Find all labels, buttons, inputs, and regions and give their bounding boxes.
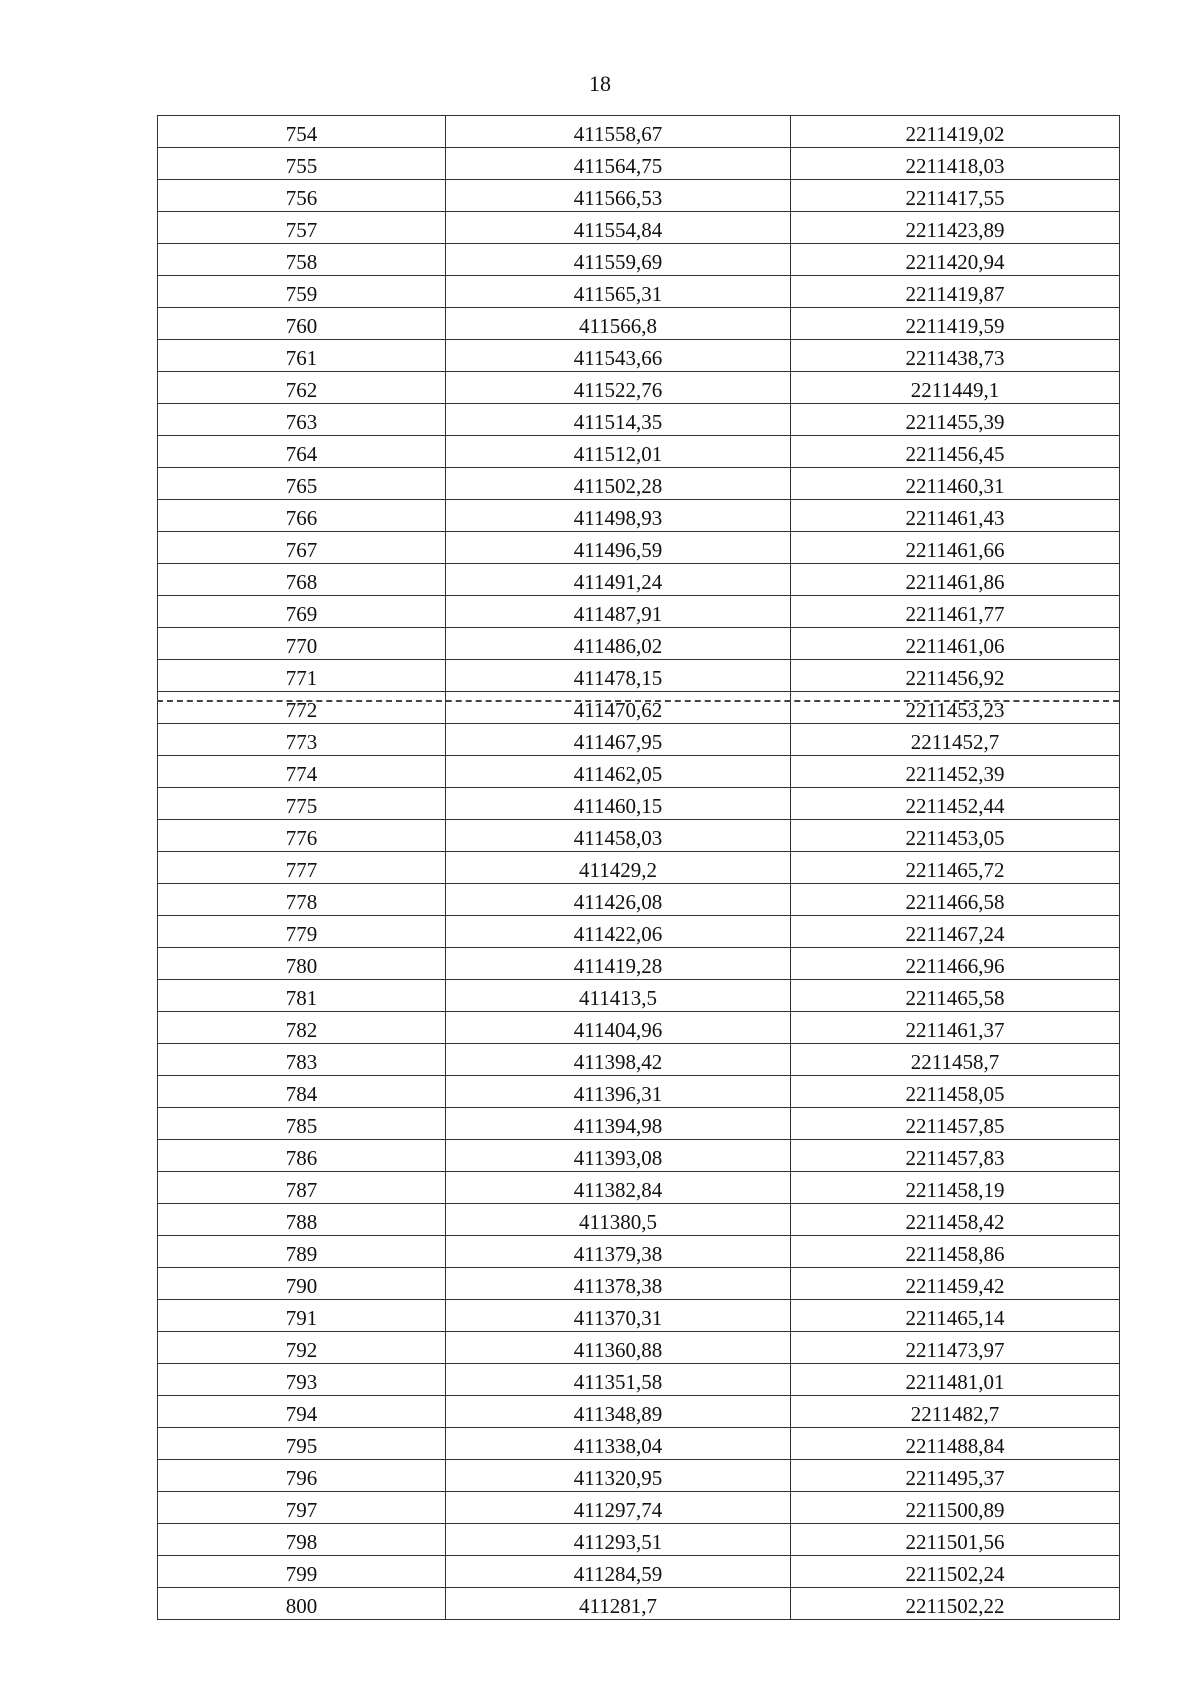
y-coordinate-cell: 2211488,84 bbox=[791, 1428, 1120, 1460]
point-number-cell: 779 bbox=[158, 916, 446, 948]
y-coordinate-cell: 2211502,22 bbox=[791, 1588, 1120, 1620]
y-coordinate-cell: 2211438,73 bbox=[791, 340, 1120, 372]
table-row bbox=[158, 980, 1120, 1012]
x-coordinate-cell: 411404,96 bbox=[446, 1012, 791, 1044]
table-row bbox=[158, 1140, 1120, 1172]
point-number-cell: 785 bbox=[158, 1108, 446, 1140]
point-number-cell: 763 bbox=[158, 404, 446, 436]
y-coordinate-cell: 2211458,86 bbox=[791, 1236, 1120, 1268]
table-row bbox=[158, 1364, 1120, 1396]
table-row bbox=[158, 852, 1120, 884]
table-row bbox=[158, 500, 1120, 532]
x-coordinate-cell: 411413,5 bbox=[446, 980, 791, 1012]
point-number-cell: 767 bbox=[158, 532, 446, 564]
point-number-cell: 784 bbox=[158, 1076, 446, 1108]
x-coordinate-cell: 411502,28 bbox=[446, 468, 791, 500]
x-coordinate-cell: 411559,69 bbox=[446, 244, 791, 276]
point-number-cell: 800 bbox=[158, 1588, 446, 1620]
x-coordinate-cell: 411514,35 bbox=[446, 404, 791, 436]
point-number-cell: 774 bbox=[158, 756, 446, 788]
table-row bbox=[158, 148, 1120, 180]
x-coordinate-cell: 411284,59 bbox=[446, 1556, 791, 1588]
point-number-cell: 766 bbox=[158, 500, 446, 532]
table-row bbox=[158, 1332, 1120, 1364]
y-coordinate-cell: 2211423,89 bbox=[791, 212, 1120, 244]
y-coordinate-cell: 2211458,19 bbox=[791, 1172, 1120, 1204]
point-number-cell: 782 bbox=[158, 1012, 446, 1044]
x-coordinate-cell: 411320,95 bbox=[446, 1460, 791, 1492]
table-row bbox=[158, 1396, 1120, 1428]
table-row bbox=[158, 1076, 1120, 1108]
table-row bbox=[158, 1108, 1120, 1140]
point-number-cell: 773 bbox=[158, 724, 446, 756]
y-coordinate-cell: 2211459,42 bbox=[791, 1268, 1120, 1300]
point-number-cell: 764 bbox=[158, 436, 446, 468]
x-coordinate-cell: 411382,84 bbox=[446, 1172, 791, 1204]
y-coordinate-cell: 2211466,58 bbox=[791, 884, 1120, 916]
point-number-cell: 762 bbox=[158, 372, 446, 404]
table-row bbox=[158, 244, 1120, 276]
x-coordinate-cell: 411281,7 bbox=[446, 1588, 791, 1620]
table-row bbox=[158, 1044, 1120, 1076]
table-row bbox=[158, 660, 1120, 692]
x-coordinate-cell: 411558,67 bbox=[446, 116, 791, 148]
point-number-cell: 792 bbox=[158, 1332, 446, 1364]
point-number-cell: 755 bbox=[158, 148, 446, 180]
x-coordinate-cell: 411565,31 bbox=[446, 276, 791, 308]
table-row bbox=[158, 596, 1120, 628]
y-coordinate-cell: 2211419,59 bbox=[791, 308, 1120, 340]
y-coordinate-cell: 2211457,85 bbox=[791, 1108, 1120, 1140]
x-coordinate-cell: 411487,91 bbox=[446, 596, 791, 628]
x-coordinate-cell: 411394,98 bbox=[446, 1108, 791, 1140]
table-row bbox=[158, 212, 1120, 244]
point-number-cell: 768 bbox=[158, 564, 446, 596]
point-number-cell: 754 bbox=[158, 116, 446, 148]
x-coordinate-cell: 411543,66 bbox=[446, 340, 791, 372]
x-coordinate-cell: 411370,31 bbox=[446, 1300, 791, 1332]
x-coordinate-cell: 411419,28 bbox=[446, 948, 791, 980]
y-coordinate-cell: 2211502,24 bbox=[791, 1556, 1120, 1588]
x-coordinate-cell: 411351,58 bbox=[446, 1364, 791, 1396]
y-coordinate-cell: 2211473,97 bbox=[791, 1332, 1120, 1364]
y-coordinate-cell: 2211500,89 bbox=[791, 1492, 1120, 1524]
point-number-cell: 797 bbox=[158, 1492, 446, 1524]
x-coordinate-cell: 411393,08 bbox=[446, 1140, 791, 1172]
y-coordinate-cell: 2211461,06 bbox=[791, 628, 1120, 660]
x-coordinate-cell: 411378,38 bbox=[446, 1268, 791, 1300]
point-number-cell: 794 bbox=[158, 1396, 446, 1428]
table-row bbox=[158, 884, 1120, 916]
table-row bbox=[158, 404, 1120, 436]
x-coordinate-cell: 411491,24 bbox=[446, 564, 791, 596]
point-number-cell: 760 bbox=[158, 308, 446, 340]
table-row bbox=[158, 1172, 1120, 1204]
y-coordinate-cell: 2211465,14 bbox=[791, 1300, 1120, 1332]
y-coordinate-cell: 2211453,23 bbox=[791, 692, 1120, 724]
x-coordinate-cell: 411566,53 bbox=[446, 180, 791, 212]
y-coordinate-cell: 2211461,43 bbox=[791, 500, 1120, 532]
x-coordinate-cell: 411564,75 bbox=[446, 148, 791, 180]
point-number-cell: 776 bbox=[158, 820, 446, 852]
y-coordinate-cell: 2211452,44 bbox=[791, 788, 1120, 820]
point-number-cell: 783 bbox=[158, 1044, 446, 1076]
point-number-cell: 769 bbox=[158, 596, 446, 628]
table-row bbox=[158, 788, 1120, 820]
point-number-cell: 788 bbox=[158, 1204, 446, 1236]
x-coordinate-cell: 411467,95 bbox=[446, 724, 791, 756]
y-coordinate-cell: 2211481,01 bbox=[791, 1364, 1120, 1396]
y-coordinate-cell: 2211417,55 bbox=[791, 180, 1120, 212]
y-coordinate-cell: 2211458,05 bbox=[791, 1076, 1120, 1108]
y-coordinate-cell: 2211495,37 bbox=[791, 1460, 1120, 1492]
table-row bbox=[158, 1556, 1120, 1588]
table-row bbox=[158, 1268, 1120, 1300]
table-row bbox=[158, 1460, 1120, 1492]
x-coordinate-cell: 411470,62 bbox=[446, 692, 791, 724]
table-row bbox=[158, 1492, 1120, 1524]
point-number-cell: 775 bbox=[158, 788, 446, 820]
y-coordinate-cell: 2211461,77 bbox=[791, 596, 1120, 628]
point-number-cell: 772 bbox=[158, 692, 446, 724]
coordinates-table bbox=[157, 115, 1120, 1620]
y-coordinate-cell: 2211458,7 bbox=[791, 1044, 1120, 1076]
point-number-cell: 761 bbox=[158, 340, 446, 372]
point-number-cell: 758 bbox=[158, 244, 446, 276]
table-row bbox=[158, 692, 1120, 724]
table-row bbox=[158, 916, 1120, 948]
point-number-cell: 771 bbox=[158, 660, 446, 692]
point-number-cell: 795 bbox=[158, 1428, 446, 1460]
x-coordinate-cell: 411478,15 bbox=[446, 660, 791, 692]
x-coordinate-cell: 411360,88 bbox=[446, 1332, 791, 1364]
x-coordinate-cell: 411422,06 bbox=[446, 916, 791, 948]
x-coordinate-cell: 411396,31 bbox=[446, 1076, 791, 1108]
table-row bbox=[158, 1524, 1120, 1556]
y-coordinate-cell: 2211467,24 bbox=[791, 916, 1120, 948]
y-coordinate-cell: 2211456,45 bbox=[791, 436, 1120, 468]
page-number: 18 bbox=[589, 71, 611, 96]
y-coordinate-cell: 2211419,02 bbox=[791, 116, 1120, 148]
y-coordinate-cell: 2211465,72 bbox=[791, 852, 1120, 884]
x-coordinate-cell: 411554,84 bbox=[446, 212, 791, 244]
table-row bbox=[158, 628, 1120, 660]
point-number-cell: 786 bbox=[158, 1140, 446, 1172]
y-coordinate-cell: 2211457,83 bbox=[791, 1140, 1120, 1172]
x-coordinate-cell: 411498,93 bbox=[446, 500, 791, 532]
table-row bbox=[158, 820, 1120, 852]
point-number-cell: 759 bbox=[158, 276, 446, 308]
point-number-cell: 789 bbox=[158, 1236, 446, 1268]
y-coordinate-cell: 2211461,66 bbox=[791, 532, 1120, 564]
x-coordinate-cell: 411297,74 bbox=[446, 1492, 791, 1524]
x-coordinate-cell: 411496,59 bbox=[446, 532, 791, 564]
y-coordinate-cell: 2211460,31 bbox=[791, 468, 1120, 500]
point-number-cell: 796 bbox=[158, 1460, 446, 1492]
table-row bbox=[158, 1236, 1120, 1268]
y-coordinate-cell: 2211466,96 bbox=[791, 948, 1120, 980]
y-coordinate-cell: 2211482,7 bbox=[791, 1396, 1120, 1428]
table-row bbox=[158, 276, 1120, 308]
x-coordinate-cell: 411379,38 bbox=[446, 1236, 791, 1268]
table-row bbox=[158, 436, 1120, 468]
y-coordinate-cell: 2211453,05 bbox=[791, 820, 1120, 852]
point-number-cell: 756 bbox=[158, 180, 446, 212]
y-coordinate-cell: 2211419,87 bbox=[791, 276, 1120, 308]
x-coordinate-cell: 411293,51 bbox=[446, 1524, 791, 1556]
table-row bbox=[158, 468, 1120, 500]
x-coordinate-cell: 411522,76 bbox=[446, 372, 791, 404]
table-row bbox=[158, 948, 1120, 980]
x-coordinate-cell: 411512,01 bbox=[446, 436, 791, 468]
point-number-cell: 781 bbox=[158, 980, 446, 1012]
x-coordinate-cell: 411398,42 bbox=[446, 1044, 791, 1076]
point-number-cell: 780 bbox=[158, 948, 446, 980]
coordinates-table-body bbox=[158, 116, 1120, 1620]
point-number-cell: 770 bbox=[158, 628, 446, 660]
y-coordinate-cell: 2211449,1 bbox=[791, 372, 1120, 404]
x-coordinate-cell: 411348,89 bbox=[446, 1396, 791, 1428]
table-row bbox=[158, 564, 1120, 596]
x-coordinate-cell: 411462,05 bbox=[446, 756, 791, 788]
table-row bbox=[158, 340, 1120, 372]
table-row bbox=[158, 724, 1120, 756]
point-number-cell: 778 bbox=[158, 884, 446, 916]
table-row bbox=[158, 756, 1120, 788]
y-coordinate-cell: 2211452,7 bbox=[791, 724, 1120, 756]
table-row bbox=[158, 1428, 1120, 1460]
point-number-cell: 798 bbox=[158, 1524, 446, 1556]
x-coordinate-cell: 411486,02 bbox=[446, 628, 791, 660]
table-row bbox=[158, 1588, 1120, 1620]
table-row bbox=[158, 180, 1120, 212]
x-coordinate-cell: 411566,8 bbox=[446, 308, 791, 340]
y-coordinate-cell: 2211455,39 bbox=[791, 404, 1120, 436]
x-coordinate-cell: 411426,08 bbox=[446, 884, 791, 916]
table-row bbox=[158, 372, 1120, 404]
y-coordinate-cell: 2211418,03 bbox=[791, 148, 1120, 180]
table-row bbox=[158, 116, 1120, 148]
x-coordinate-cell: 411429,2 bbox=[446, 852, 791, 884]
y-coordinate-cell: 2211461,86 bbox=[791, 564, 1120, 596]
point-number-cell: 757 bbox=[158, 212, 446, 244]
y-coordinate-cell: 2211456,92 bbox=[791, 660, 1120, 692]
y-coordinate-cell: 2211461,37 bbox=[791, 1012, 1120, 1044]
table-row bbox=[158, 1012, 1120, 1044]
table-row bbox=[158, 532, 1120, 564]
y-coordinate-cell: 2211420,94 bbox=[791, 244, 1120, 276]
point-number-cell: 791 bbox=[158, 1300, 446, 1332]
scan-artifact-dashed-line bbox=[157, 700, 1119, 702]
y-coordinate-cell: 2211458,42 bbox=[791, 1204, 1120, 1236]
point-number-cell: 765 bbox=[158, 468, 446, 500]
x-coordinate-cell: 411460,15 bbox=[446, 788, 791, 820]
x-coordinate-cell: 411338,04 bbox=[446, 1428, 791, 1460]
point-number-cell: 777 bbox=[158, 852, 446, 884]
point-number-cell: 793 bbox=[158, 1364, 446, 1396]
x-coordinate-cell: 411380,5 bbox=[446, 1204, 791, 1236]
table-row bbox=[158, 308, 1120, 340]
y-coordinate-cell: 2211452,39 bbox=[791, 756, 1120, 788]
x-coordinate-cell: 411458,03 bbox=[446, 820, 791, 852]
table-row bbox=[158, 1204, 1120, 1236]
table-row bbox=[158, 1300, 1120, 1332]
point-number-cell: 787 bbox=[158, 1172, 446, 1204]
point-number-cell: 790 bbox=[158, 1268, 446, 1300]
y-coordinate-cell: 2211501,56 bbox=[791, 1524, 1120, 1556]
point-number-cell: 799 bbox=[158, 1556, 446, 1588]
y-coordinate-cell: 2211465,58 bbox=[791, 980, 1120, 1012]
